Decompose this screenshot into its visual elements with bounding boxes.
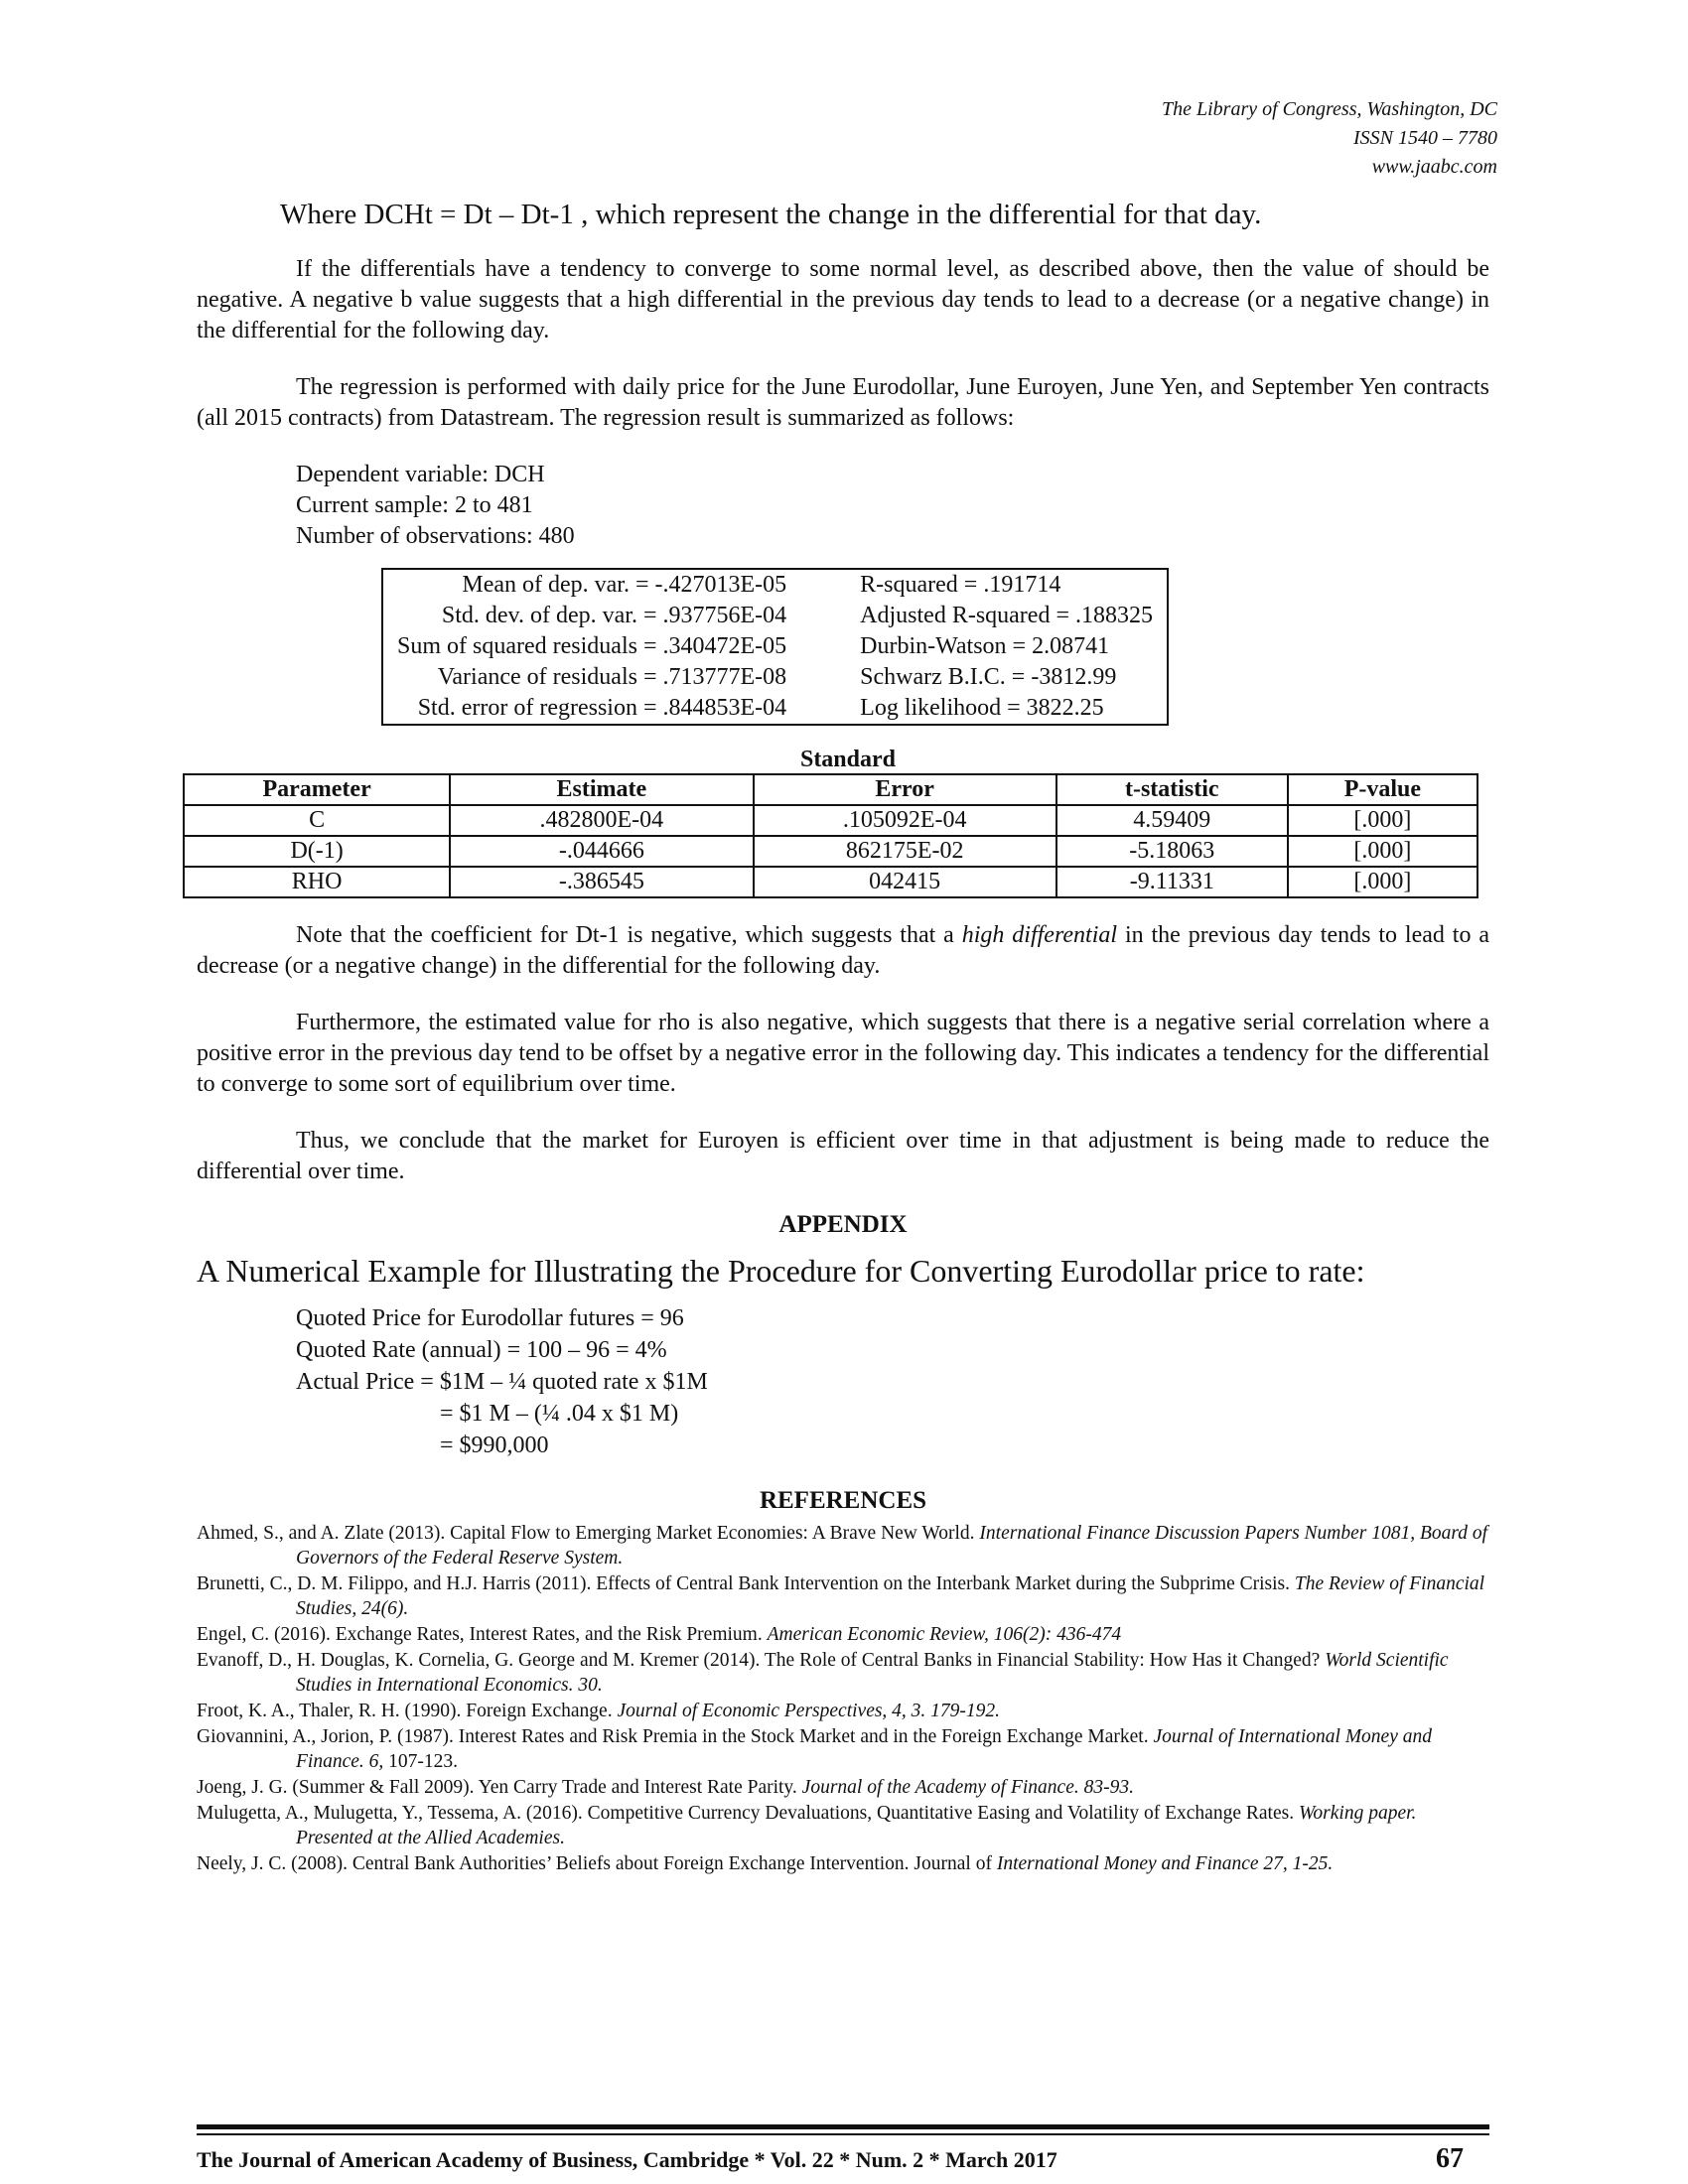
table-row <box>184 836 1477 867</box>
sample-info <box>296 460 1489 552</box>
reference-text: Giovannini, A., Jorion, P. (1987). Interest Rates and Risk Premia in the Stock Market and in the Foreign Exchange Market. <box>197 1726 1154 1747</box>
reference-text: Joeng, J. G. (Summer & Fall 2009). Yen Carry Trade and Interest Rate Parity. <box>197 1777 802 1798</box>
example-title: A Numerical Example for Illustrating the Procedure for Converting Eurodollar price to rate: <box>197 1253 1365 1289</box>
note-emphasis: high differential <box>961 922 1118 948</box>
reference-text: Froot, K. A., Thaler, R. H. (1990). Foreign Exchange. <box>197 1701 618 1721</box>
reference-text: Mulugetta, A., Mulugetta, Y., Tessema, A. (2016). Competitive Currency Devaluations, Quantitative Easing and Volatility of Exchange Rates. <box>197 1803 1299 1824</box>
table-cell: -5.18063 <box>1056 836 1288 867</box>
table-cell: RHO <box>184 867 450 897</box>
reference-source: International Finance Discussion Papers Number 1081, Board of Governors of the Federal Reserve System. <box>296 1523 1488 1569</box>
column-header: Parameter <box>184 774 450 805</box>
number-of-observations: Number of observations: 480 <box>296 523 575 549</box>
equation-definition: Where DCHt = Dt – Dt-1 , which represent the change in the differential for that day. <box>280 199 1262 230</box>
header-issn: ISSN 1540 – 7780 <box>1353 127 1497 149</box>
stats-left-cell: Mean of dep. var. = -.427013E-05 <box>462 572 787 598</box>
table-cell: [.000] <box>1288 805 1477 836</box>
numerical-example <box>296 1302 1489 1461</box>
column-header: Estimate <box>450 774 753 805</box>
table-cell: 862175E-02 <box>754 836 1056 867</box>
example-line: = $990,000 <box>440 1433 549 1458</box>
paragraph-regression: The regression is performed with daily price for the June Eurodollar, June Euroyen, June Yen, and September Yen contracts (all 2015 contracts) from Datastream. The regression result is summarized as follows: <box>197 374 1489 431</box>
table-header-row <box>184 774 1477 805</box>
dependent-variable: Dependent variable: DCH <box>296 462 545 487</box>
stats-left-cell: Std. error of regression = .844853E-04 <box>417 695 787 721</box>
stats-row <box>382 631 1168 662</box>
stats-left-cell: Variance of residuals = .713777E-08 <box>437 664 787 690</box>
reference-source: World Scientific Studies in International Economics. 30. <box>296 1650 1449 1696</box>
table-cell: -.044666 <box>450 836 753 867</box>
footer-rule-thin <box>197 2133 1489 2135</box>
reference-item <box>197 1775 1489 1800</box>
reference-item <box>197 1571 1489 1621</box>
page-footer <box>197 2143 1489 2177</box>
stats-row <box>382 693 1168 725</box>
stats-right-cell: Durbin-Watson = 2.08741 <box>860 633 1110 659</box>
table-cell: .482800E-04 <box>450 805 753 836</box>
table-cell: [.000] <box>1288 836 1477 867</box>
stats-right-cell: Schwarz B.I.C. = -3812.99 <box>860 664 1117 690</box>
reference-source: Journal of the Academy of Finance. 83-93. <box>801 1777 1134 1798</box>
example-line: Quoted Rate (annual) = 100 – 96 = 4% <box>296 1337 667 1363</box>
reference-source: Working paper. Presented at the Allied Academies. <box>296 1803 1417 1848</box>
appendix-heading: APPENDIX <box>778 1211 908 1238</box>
table-cell: [.000] <box>1288 867 1477 897</box>
reference-item <box>197 1724 1489 1774</box>
column-header: Error <box>754 774 1056 805</box>
reference-item <box>197 1851 1489 1876</box>
reference-item <box>197 1801 1489 1850</box>
current-sample: Current sample: 2 to 481 <box>296 492 533 518</box>
reference-item <box>197 1521 1489 1570</box>
table-row <box>184 867 1477 897</box>
column-header: t-statistic <box>1056 774 1288 805</box>
page-number: 67 <box>1436 2143 1464 2174</box>
paragraph-rho: Furthermore, the estimated value for rho is also negative, which suggests that there is a negative serial correlation where a positive error in the previous day tend to be offset by a negative error in the following day. This indicates a tendency for the differential to converge to some sort of equilibrium over time. <box>197 1010 1489 1097</box>
header-website: www.jaabc.com <box>1371 156 1497 178</box>
reference-tail: 107-123. <box>383 1751 459 1772</box>
page-body <box>197 197 1489 1877</box>
references-heading: REFERENCES <box>759 1487 927 1514</box>
reference-item <box>197 1622 1489 1647</box>
reference-item <box>197 1699 1489 1723</box>
table-cell: D(-1) <box>184 836 450 867</box>
table-cell: .105092E-04 <box>754 805 1056 836</box>
reference-source: Journal of Economic Perspectives, 4, 3. 179-192. <box>617 1701 1001 1721</box>
example-line: Quoted Price for Eurodollar futures = 96 <box>296 1305 684 1331</box>
running-header <box>1162 95 1497 182</box>
footer-rule-thick <box>197 2124 1489 2129</box>
paragraph-convergence: If the differentials have a tendency to converge to some normal level, as described above, then the value of should be negative. A negative b value suggests that a high differential in the previous day tends to lead to a decrease (or a negative change) in the differential for the following day. <box>197 256 1489 343</box>
reference-source: Journal of International Money and Finance. 6, <box>296 1726 1432 1772</box>
table-cell: -.386545 <box>450 867 753 897</box>
paragraph-coefficient-note <box>197 920 1489 982</box>
reference-text: Ahmed, S., and A. Zlate (2013). Capital Flow to Emerging Market Economies: A Brave New World. <box>197 1523 980 1544</box>
stats-row <box>382 569 1168 601</box>
table-cell: 4.59409 <box>1056 805 1288 836</box>
standard-super-header: Standard <box>799 747 897 772</box>
reference-item <box>197 1648 1489 1698</box>
stats-right-cell: R-squared = .191714 <box>860 572 1061 598</box>
example-line: = $1 M – (¼ .04 x $1 M) <box>440 1401 679 1427</box>
header-library: The Library of Congress, Washington, DC <box>1161 98 1497 120</box>
stats-right-cell: Adjusted R-squared = .188325 <box>860 603 1153 628</box>
note-text-before: Note that the coefficient for Dt-1 is negative, which suggests that a <box>296 922 962 948</box>
column-header: P-value <box>1288 774 1477 805</box>
example-line: Actual Price = $1M – ¼ quoted rate x $1M <box>296 1369 708 1395</box>
footer-journal: The Journal of American Academy of Business, Cambridge * Vol. 22 * Num. 2 * March 2017 <box>197 2147 1057 2172</box>
note-text-after: in the previous day tends to lead to a decrease (or a negative change) in the differential for the following day. <box>197 922 1489 979</box>
stats-right-cell: Log likelihood = 3822.25 <box>860 695 1104 721</box>
reference-text: Evanoff, D., H. Douglas, K. Cornelia, G. George and M. Kremer (2014). The Role of Central Banks in Financial Stability: How Has it Changed? <box>197 1650 1326 1671</box>
table-row <box>184 805 1477 836</box>
paragraph-conclusion: Thus, we conclude that the market for Euroyen is efficient over time in that adjustment is being made to reduce the differential over time. <box>197 1128 1489 1184</box>
table-cell: C <box>184 805 450 836</box>
table-cell: -9.11331 <box>1056 867 1288 897</box>
reference-source: The Review of Financial Studies, 24(6). <box>296 1573 1485 1619</box>
reference-text: Engel, C. (2016). Exchange Rates, Interest Rates, and the Risk Premium. <box>197 1624 768 1645</box>
reference-text: Brunetti, C., D. M. Filippo, and H.J. Harris (2011). Effects of Central Bank Intervention on the Interbank Market during the Subprime Crisis. <box>197 1573 1295 1594</box>
regression-stats-box <box>381 568 1169 726</box>
stats-row <box>382 662 1168 693</box>
reference-text: Neely, J. C. (2008). Central Bank Authorities’ Beliefs about Foreign Exchange Intervention. Journal of <box>197 1853 997 1874</box>
stats-row <box>382 601 1168 631</box>
reference-source: American Economic Review, 106(2): 436-474 <box>767 1624 1122 1645</box>
table-cell: 042415 <box>754 867 1056 897</box>
parameter-table <box>183 773 1478 898</box>
reference-source: International Money and Finance 27, 1-25. <box>996 1853 1334 1874</box>
references-list <box>197 1521 1489 1876</box>
stats-left-cell: Std. dev. of dep. var. = .937756E-04 <box>441 603 787 628</box>
stats-left-cell: Sum of squared residuals = .340472E-05 <box>397 633 787 659</box>
